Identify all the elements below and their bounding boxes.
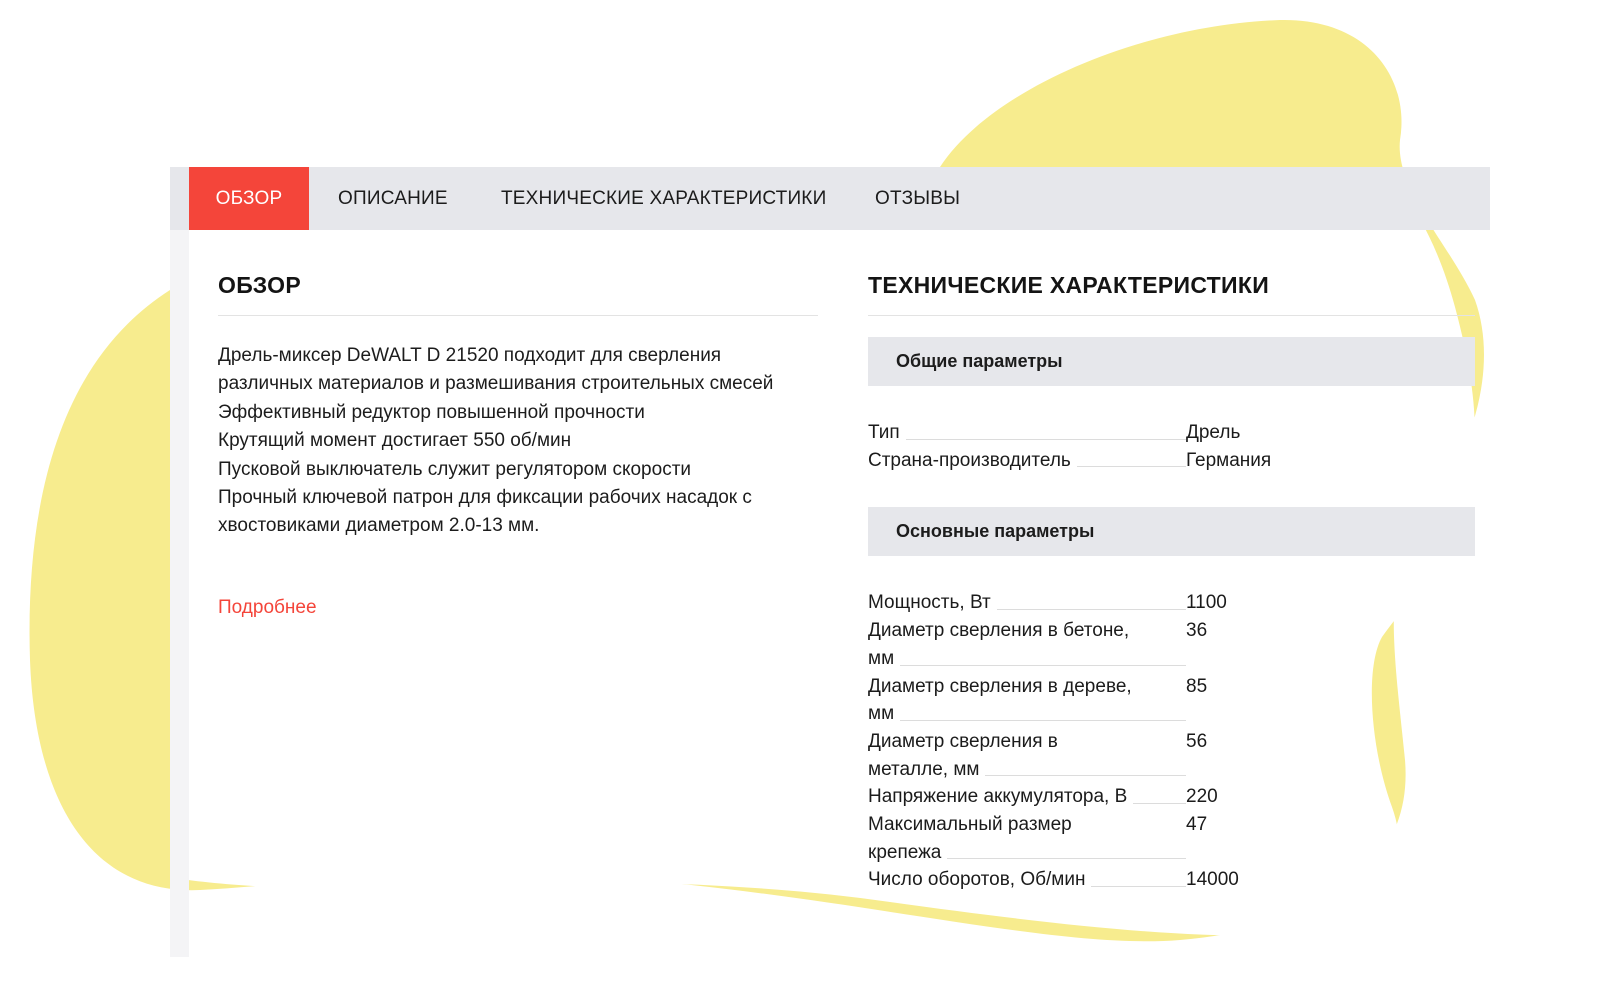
spec-name-line: Напряжение аккумулятора, В: [868, 786, 1133, 807]
spec-group-title: Основные параметры: [868, 507, 1475, 556]
description-line: Эффективный редуктор повышенной прочности: [218, 401, 645, 423]
spec-name: [868, 673, 1186, 728]
description-line: Дрель-миксер DeWALT D 21520 подходит для сверления: [218, 345, 722, 366]
spec-name-line: Диаметр сверления в дереве,: [868, 676, 1138, 697]
spec-value: 36: [1186, 620, 1208, 642]
spec-name: [868, 589, 1186, 617]
spec-value: 85: [1186, 675, 1208, 697]
spec-name-line: Мощность, Вт: [868, 592, 997, 613]
spec-row: [868, 589, 1475, 617]
specifications-section: [868, 230, 1475, 894]
spec-name: [868, 728, 1186, 783]
spec-name-line: Диаметр сверления в: [868, 731, 1064, 752]
description-line: Прочный ключевой патрон для фиксации рабочих насадок с: [218, 487, 752, 509]
spec-name: [868, 617, 1186, 672]
tab-description[interactable]: ОПИСАНИЕ: [338, 188, 448, 209]
spec-name: [868, 811, 1186, 866]
spec-value: 1100: [1186, 592, 1227, 614]
spec-name-line: Диаметр сверления в бетоне,: [868, 620, 1135, 641]
spec-row: [868, 783, 1475, 811]
spec-value: Дрель: [1186, 422, 1241, 443]
tab-bar: [170, 167, 1490, 230]
spec-name-line: мм: [868, 703, 900, 724]
left-strip: [170, 230, 189, 957]
tab-reviews[interactable]: ОТЗЫВЫ: [875, 188, 961, 209]
spec-name-line: мм: [868, 648, 900, 669]
spec-name-line: Максимальный размер: [868, 814, 1078, 835]
spec-value: 56: [1186, 730, 1208, 752]
spec-leader-line: [868, 439, 1186, 440]
spec-name-line: металле, мм: [868, 759, 985, 780]
spec-name-line: крепежа: [868, 842, 947, 863]
spec-name: [868, 866, 1186, 894]
spec-name-line: Тип: [868, 422, 906, 443]
more-link[interactable]: Подробнее: [218, 596, 317, 618]
spec-name: [868, 447, 1186, 475]
spec-row: [868, 447, 1475, 475]
spec-name: [868, 783, 1186, 811]
product-tabs-card: [170, 167, 1490, 957]
spec-value: 47: [1186, 814, 1208, 836]
tab-overview[interactable]: ОБЗОР: [189, 167, 309, 230]
spec-list: [868, 419, 1475, 474]
spec-row: [868, 866, 1475, 894]
spec-row: [868, 419, 1475, 447]
spec-group-title: Общие параметры: [868, 337, 1475, 386]
spec-name: [868, 419, 1186, 447]
spec-leader-line: [868, 720, 1186, 721]
spec-value: 14000: [1186, 869, 1239, 891]
spec-list: [868, 589, 1475, 894]
spec-value: Германия: [1186, 449, 1272, 471]
spec-name-line: Число оборотов, Об/мин: [868, 869, 1091, 890]
spec-row: [868, 811, 1475, 866]
spec-value: 220: [1186, 786, 1218, 808]
specifications-title: ТЕХНИЧЕСКИЕ ХАРАКТЕРИСТИКИ: [868, 230, 1475, 316]
description-line: хвостовиками диаметром 2.0-13 мм.: [218, 515, 540, 537]
description-line: Крутящий момент достигает 550 об/мин: [218, 430, 572, 452]
description-line: различных материалов и размешивания строительных смесей: [218, 373, 774, 395]
spec-row: [868, 673, 1475, 728]
spec-row: [868, 617, 1475, 672]
overview-section: [218, 230, 833, 619]
spec-groups: [868, 337, 1475, 894]
spec-leader-line: [868, 665, 1186, 666]
spec-row: [868, 728, 1475, 783]
description-line: Пусковой выключатель служит регулятором скорости: [218, 458, 692, 480]
overview-description: [218, 342, 833, 541]
overview-title: ОБЗОР: [218, 230, 818, 316]
spec-name-line: Страна-производитель: [868, 450, 1077, 471]
tab-specifications[interactable]: ТЕХНИЧЕСКИЕ ХАРАКТЕРИСТИКИ: [501, 188, 827, 209]
